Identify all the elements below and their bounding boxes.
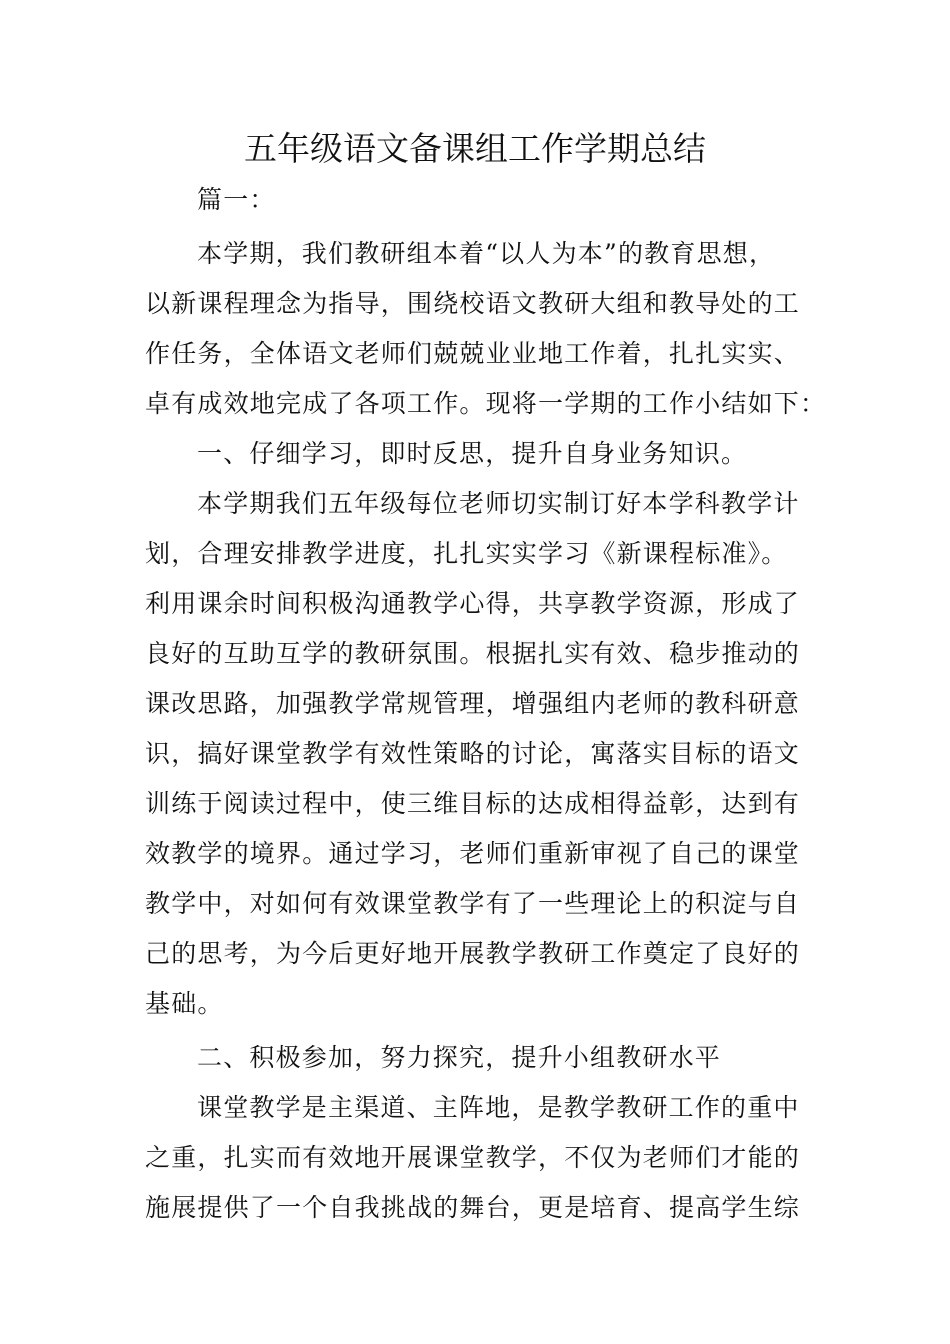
text-line: 效教学的境界。通过学习，老师们重新审视了自己的课堂 [145,839,801,868]
text-line: 利用课余时间积极沟通教学心得，共享教学资源，形成了 [145,589,801,618]
text-line: 良好的互助互学的教研氛围。根据扎实有效、稳步推动的 [145,639,801,668]
text-line: 本学期，我们教研组本着“以人为本”的教育思想， [197,239,776,268]
section-heading-2: 二、积极参加，努力探究，提升小组教研水平 [197,1043,722,1072]
document-body [145,175,827,1233]
paragraph-1 [145,479,807,1029]
text-line: 施展提供了一个自我挑战的舞台，更是培育、提高学生综 [145,1193,801,1222]
text-line: 本学期我们五年级每位老师切实制订好本学科教学计 [197,489,800,518]
text-line: 课堂教学是主渠道、主阵地，是教学教研工作的重中 [197,1093,800,1122]
text-line: 划，合理安排教学进度，扎扎实实学习《新课程标准》。 [145,539,788,568]
text-line: 识，搞好课堂教学有效性策略的讨论，寓落实目标的语文 [145,739,801,768]
document-title: 五年级语文备课组工作学期总结 [244,129,706,168]
text-line: 基础。 [145,989,224,1018]
section-label: 篇一： [197,185,276,214]
text-line: 教学中，对如何有效课堂教学有了一些理论上的积淀与自 [145,889,801,918]
text-line: 作任务，全体语文老师们兢兢业业地工作着，扎扎实实、 [145,339,801,368]
paragraph-2 [145,1083,807,1233]
text-line: 卓有成效地完成了各项工作。现将一学期的工作小结如下： [145,389,827,418]
intro-paragraph [145,229,827,429]
text-line: 之重，扎实而有效地开展课堂教学，不仅为老师们才能的 [145,1143,801,1172]
text-line: 以新课程理念为指导，围绕校语文教研大组和教导处的工 [145,289,801,318]
text-line: 训练于阅读过程中，使三维目标的达成相得益彰，达到有 [145,789,801,818]
text-line: 己的思考，为今后更好地开展教学教研工作奠定了良好的 [145,939,801,968]
section-heading-1: 一、仔细学习，即时反思，提升自身业务知识。 [197,439,748,468]
text-line: 课改思路，加强教学常规管理，增强组内老师的教科研意 [145,689,801,718]
